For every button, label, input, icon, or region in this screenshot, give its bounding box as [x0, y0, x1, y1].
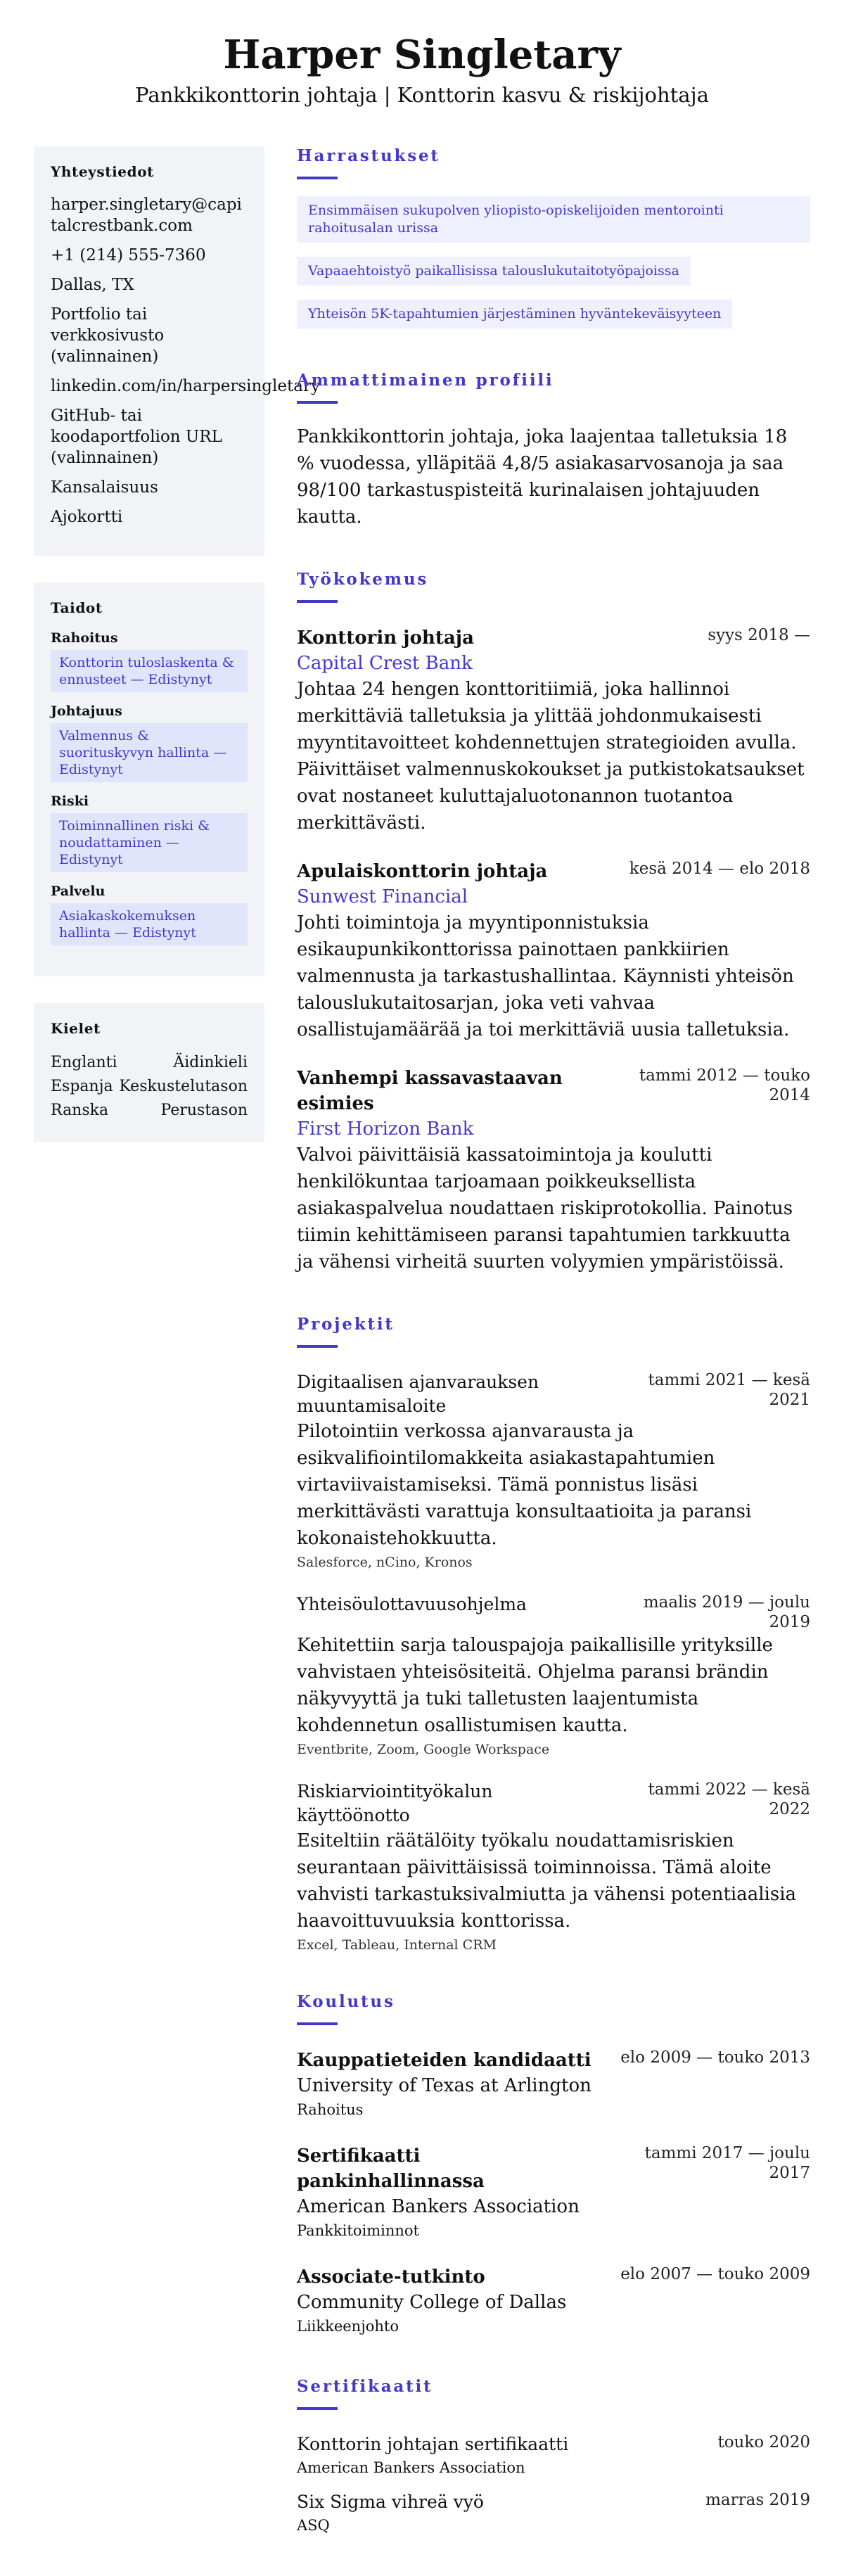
project-tools: Eventbrite, Zoom, Google Workspace	[297, 1742, 550, 1757]
education-entry	[297, 2264, 810, 2338]
contact-github: GitHub- tai koodaportfolion URL (valinnainen)	[51, 407, 222, 467]
project-dates: tammi 2022 — kesä 2022	[648, 1780, 810, 1818]
skill-chip: Valmennus & suorituskyvyn hallinta — Edistynyt	[51, 723, 248, 782]
school-name: Community College of Dallas	[297, 2292, 567, 2313]
projects-section	[297, 1315, 810, 1953]
heading-underline	[297, 401, 338, 404]
school-name: American Bankers Association	[297, 2196, 580, 2217]
experience-entry	[297, 859, 810, 1043]
section-heading: Koulutus	[297, 1992, 395, 2011]
company-name: Sunwest Financial	[297, 886, 468, 907]
education-dates: tammi 2017 — joulu 2017	[644, 2144, 810, 2182]
contact-citizenship: Kansalaisuus	[51, 478, 158, 497]
language-name: Ranska	[51, 1102, 109, 1119]
project-name: Digitaalisen ajanvarauksen muuntamisaloite	[297, 1372, 539, 1416]
certification-date: touko 2020	[717, 2433, 810, 2451]
language-level: Perustason	[160, 1102, 248, 1119]
experience-entry	[297, 625, 810, 836]
language-name: Englanti	[51, 1054, 117, 1071]
skill-chip: Asiakaskokemuksen hallinta — Edistynyt	[51, 903, 248, 945]
job-dates: kesä 2014 — elo 2018	[629, 860, 810, 878]
education-entry	[297, 2143, 810, 2242]
field-of-study: Rahoitus	[297, 2101, 364, 2118]
skill-group	[51, 703, 248, 782]
project-description: Kehitettiin sarja talouspajoja paikallisille yrityksille vahvistaen yhteisösiteitä. Ohjelma paransi brändin näkyvyyttä ja tuki talletusten laajentumista kohdennetun osallistumisen kautta.	[297, 1635, 773, 1736]
field-of-study: Pankkitoiminnot	[297, 2222, 419, 2239]
job-title: Vanhempi kassavastaavan esimies	[297, 1068, 563, 1114]
job-dates: syys 2018 —	[708, 626, 810, 644]
contact-email[interactable]: harper.singletary@capitalcrestbank.com	[51, 196, 242, 235]
hobby-chip: Vapaaehtoistyö paikallisissa talouslukutaitotyöpajoissa	[297, 257, 691, 286]
skill-group-name: Johtajuus	[51, 703, 122, 719]
project-dates: tammi 2021 — kesä 2021	[648, 1371, 810, 1409]
skill-group	[51, 630, 248, 692]
degree-name: Kauppatieteiden kandidaatti	[297, 2050, 592, 2071]
job-description: Valvoi päivittäisiä kassatoimintoja ja koulutti henkilökuntaa tarjoamaan poikkeuksellista asiakaspalvelua noudattaen riskiprotokollia. Painotus tiimin kehittämiseen paransi tapahtumien tarkkuutta ja vähensi virheitä suurten volyymien ympäristöissä.	[297, 1144, 793, 1273]
skill-chip: Toiminnallinen riski & noudattaminen — Edistynyt	[51, 813, 248, 872]
job-title: Konttorin johtaja	[297, 627, 474, 649]
heading-underline	[297, 1345, 338, 1348]
heading-underline	[297, 177, 338, 179]
field-of-study: Liikkeenjohto	[297, 2318, 399, 2335]
experience-entry	[297, 1066, 810, 1275]
certification-issuer: American Bankers Association	[297, 2459, 525, 2476]
hobby-chip: Ensimmäisen sukupolven yliopisto-opiskelijoiden mentorointi rahoitusalan urissa	[297, 196, 810, 243]
resume-header	[0, 0, 844, 107]
job-description: Johti toimintoja ja myyntiponnistuksia esikaupunkikonttorissa painottaen pankkiirien valmennusta ja tarkastushallintaa. Käynnisti yhteisön talouslukutaitosarjan, joka veti vahvaa osallistujamäärää ja toi merkittäviä uusia talletuksia.	[297, 912, 794, 1040]
company-name: Capital Crest Bank	[297, 653, 473, 674]
project-tools: Salesforce, nCino, Kronos	[297, 1555, 473, 1570]
project-tools: Excel, Tableau, Internal CRM	[297, 1937, 497, 1953]
languages-title: Kielet	[51, 1020, 101, 1037]
job-title: Apulaiskonttorin johtaja	[297, 861, 548, 882]
heading-underline	[297, 2022, 338, 2025]
project-name: Riskiarviointityökalun käyttöönotto	[297, 1781, 493, 1825]
project-dates: maalis 2019 — joulu 2019	[643, 1593, 810, 1631]
section-heading: Työkokemus	[297, 570, 429, 589]
heading-underline	[297, 600, 338, 603]
language-level: Keskustelutason	[119, 1078, 248, 1095]
language-row	[51, 1075, 248, 1099]
profile-section	[297, 371, 810, 530]
hobbies-section	[297, 146, 810, 340]
project-description: Pilotointiin verkossa ajanvarausta ja esikvalifiointilomakkeita asiakastapahtumien virtaviivaistamiseksi. Tämä ponnistus lisäsi merkittävästi varattuja konsultaatioita ja paransi kokonaistehokkuutta.	[297, 1421, 752, 1549]
certification-entry	[297, 2432, 810, 2479]
language-name: Espanja	[51, 1078, 113, 1095]
main-content	[297, 146, 810, 2576]
experience-section	[297, 570, 810, 1275]
contact-license: Ajokortti	[51, 508, 123, 526]
language-row	[51, 1051, 248, 1075]
project-description: Esiteltiin räätälöity työkalu noudattamisriskien seurantaan päivittäisissä toiminnoissa. Tämä aloite vahvisti tarkastuksivalmiutta ja vähensi potentiaalisia haavoittuvuuksia konttorissa.	[297, 1830, 797, 1932]
education-entry	[297, 2048, 810, 2121]
certification-date: marras 2019	[705, 2491, 810, 2509]
job-dates: tammi 2012 — touko 2014	[639, 1066, 810, 1104]
education-dates: elo 2007 — touko 2009	[620, 2265, 810, 2283]
contact-box	[34, 146, 320, 556]
skills-box	[34, 582, 264, 976]
candidate-subtitle: Pankkikonttorin johtaja | Konttorin kasvu & riskijohtaja	[135, 83, 709, 107]
heading-underline	[297, 2407, 338, 2410]
skill-group	[51, 793, 248, 872]
certification-name: Konttorin johtajan sertifikaatti	[297, 2434, 569, 2454]
skill-group-name: Riski	[51, 793, 89, 809]
section-heading: Ammattimainen profiili	[297, 371, 554, 390]
education-dates: elo 2009 — touko 2013	[620, 2048, 810, 2067]
section-heading: Projektit	[297, 1315, 395, 1334]
education-section	[297, 1992, 810, 2338]
project-entry	[297, 1593, 810, 1757]
job-description: Johtaa 24 hengen konttoritiimiä, joka hallinnoi merkittäviä talletuksia ja ylittää johdonmukaisesti myyntitavoitteet kohdennettujen strategioiden avulla. Päivittäiset valmennuskokoukset ja putkistokatsaukset ovat nostaneet kuluttajaluotonannon tuotantoa merkittävästi.	[297, 679, 805, 834]
skill-chip: Konttorin tuloslaskenta & ennusteet — Edistynyt	[51, 650, 248, 692]
degree-name: Associate-tutkinto	[297, 2266, 485, 2288]
school-name: University of Texas at Arlington	[297, 2075, 592, 2096]
company-name: First Horizon Bank	[297, 1118, 474, 1140]
certification-issuer: ASQ	[297, 2517, 330, 2534]
contact-location: Dallas, TX	[51, 276, 134, 294]
certification-name: Six Sigma vihreä vyö	[297, 2492, 484, 2512]
degree-name: Sertifikaatti pankinhallinnassa	[297, 2145, 485, 2192]
certification-entry	[297, 2490, 810, 2537]
section-heading: Sertifikaatit	[297, 2377, 433, 2396]
languages-box	[34, 1003, 264, 1142]
hobby-chip: Yhteisön 5K-tapahtumien järjestäminen hyväntekeväisyyteen	[297, 300, 732, 329]
skill-group-name: Rahoitus	[51, 630, 118, 646]
profile-text: Pankkikonttorin johtaja, joka laajentaa talletuksia 18 % vuodessa, ylläpitää 4,8/5 asiakasarvosanoja ja saa 98/100 tarkastuspisteitä kurinalaisen johtajuuden kautta.	[297, 426, 788, 528]
project-entry	[297, 1370, 810, 1570]
language-row	[51, 1099, 248, 1123]
project-name: Yhteisöulottavuusohjelma	[297, 1594, 527, 1614]
candidate-name: Harper Singletary	[223, 32, 621, 78]
language-level: Äidinkieli	[173, 1054, 248, 1071]
skills-title: Taidot	[51, 599, 103, 616]
contact-title: Yhteystiedot	[51, 163, 154, 180]
project-entry	[297, 1780, 810, 1953]
contact-linkedin[interactable]: linkedin.com/in/harpersingletary	[51, 377, 320, 395]
certifications-section	[297, 2377, 810, 2537]
contact-phone: +1 (214) 555-7360	[51, 246, 206, 264]
skill-group	[51, 884, 248, 945]
section-heading: Harrastukset	[297, 146, 440, 165]
skill-group-name: Palvelu	[51, 884, 106, 899]
contact-portfolio: Portfolio tai verkkosivusto (valinnainen)	[51, 305, 165, 366]
